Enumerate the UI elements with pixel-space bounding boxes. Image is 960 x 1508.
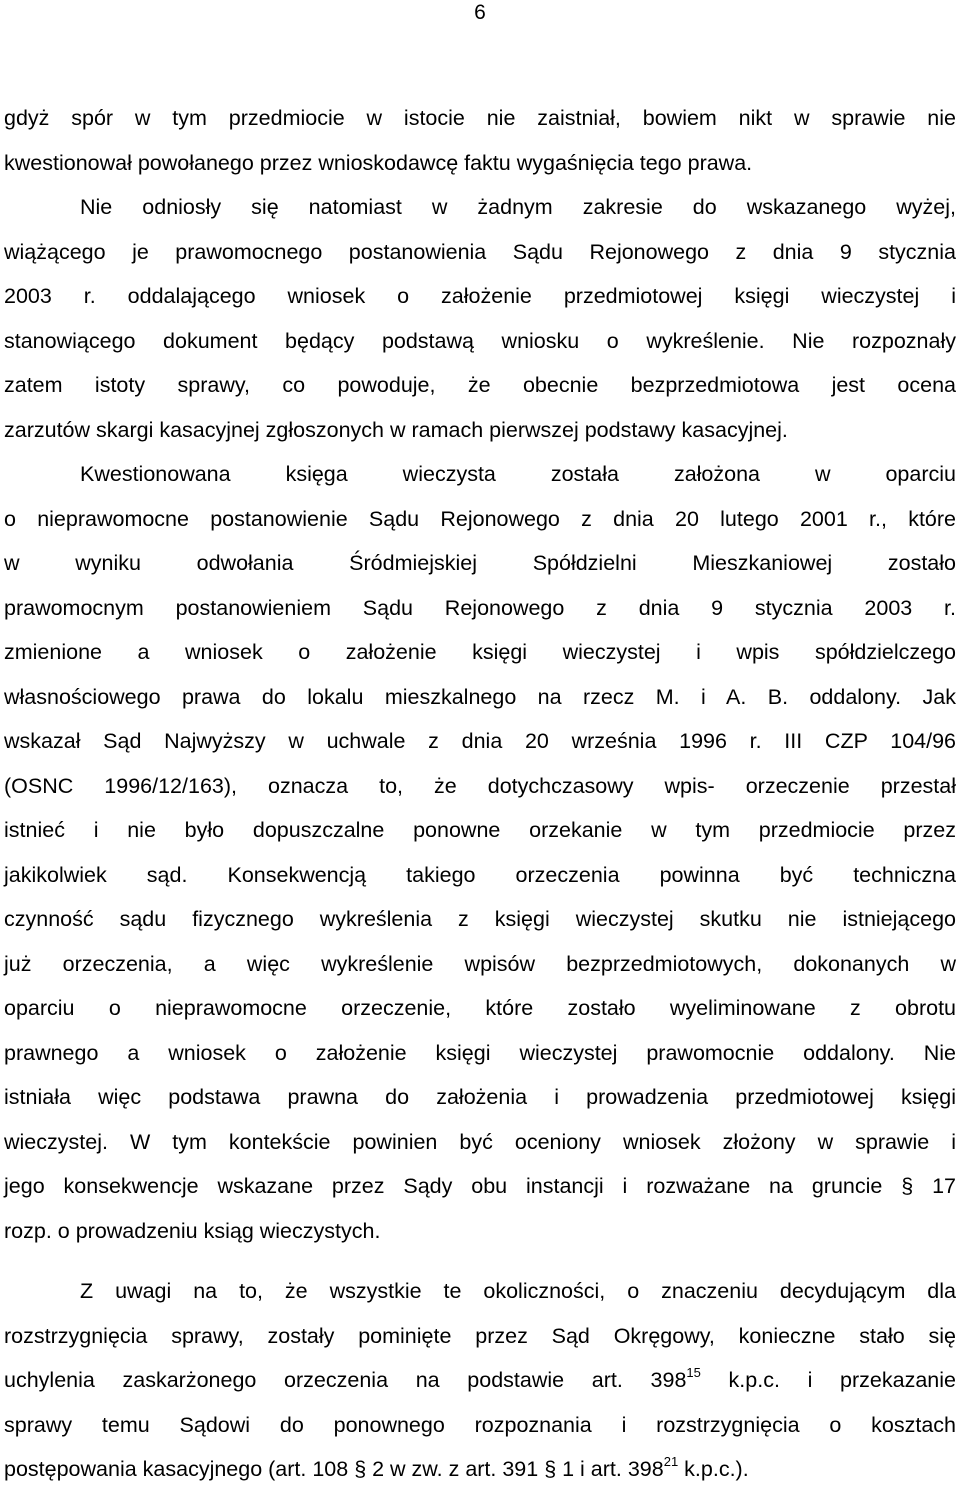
text-line: już orzeczenia, a więc wykreślenie wpisów bezprzedmiotowych, dokonanych w xyxy=(4,951,956,976)
text-line: oparciu o nieprawomocne orzeczenie, które zostało wyeliminowane z obrotu xyxy=(4,996,956,1020)
paragraph-2 xyxy=(4,185,956,452)
text-line: Z uwagi na to, że wszystkie te okoliczności, o znaczeniu decydującym dla xyxy=(80,1279,956,1303)
text-line: Kwestionowana księga wieczysta została założona w oparciu xyxy=(80,462,956,486)
text-line: własnościowego prawa do lokalu mieszkalnego na rzecz M. i A. B. oddalony. Jak xyxy=(4,684,956,709)
text-line: zatem istoty sprawy, co powoduje, że obecnie bezprzedmiotowa jest ocena xyxy=(4,373,956,397)
text-line: prawomocnym postanowieniem Sądu Rejonowego z dnia 9 stycznia 2003 r. xyxy=(4,595,956,620)
text-span: k.p.c. i przekazanie xyxy=(700,1368,956,1392)
text-line xyxy=(4,1447,956,1492)
text-line: kwestionował powołanego przez wnioskodawcę faktu wygaśnięcia tego prawa. xyxy=(4,150,753,175)
text-line: 2003 r. oddalającego wniosek o założenie przedmiotowej księgi wieczystej i xyxy=(4,284,956,308)
text-line: zmienione a wniosek o założenie księgi wieczystej i wpis spółdzielczego xyxy=(4,640,956,664)
text-line: o nieprawomocne postanowienie Sądu Rejonowego z dnia 20 lutego 2001 r., które xyxy=(4,506,956,531)
document-body xyxy=(4,96,956,1492)
text-line: rozstrzygnięcia sprawy, zostały pominięte przez Sąd Okręgowy, konieczne stało się xyxy=(4,1323,956,1348)
text-line: jego konsekwencje wskazane przez Sądy obu instancji i rozważane na gruncie § 17 xyxy=(4,1174,956,1198)
text-line: jakikolwiek sąd. Konsekwencją takiego orzeczenia powinna być techniczna xyxy=(4,862,956,887)
text-line: zarzutów skargi kasacyjnej zgłoszonych w ramach pierwszej podstawy kasacyjnej. xyxy=(4,417,788,442)
text-line: (OSNC 1996/12/163), oznacza to, że dotychczasowy wpis- orzeczenie przestał xyxy=(4,773,956,798)
paragraph-4 xyxy=(4,1269,956,1492)
text-span: postępowania kasacyjnego (art. 108 § 2 w zw. z art. 391 § 1 i art. 398 xyxy=(4,1457,664,1481)
text-span: k.p.c.). xyxy=(678,1457,749,1481)
text-line: stanowiącego dokument będący podstawą wniosku o wykreślenie. Nie rozpoznały xyxy=(4,328,956,353)
text-line: sprawy temu Sądowi do ponownego rozpoznania i rozstrzygnięcia o kosztach xyxy=(4,1412,956,1437)
text-line: istnieć i nie było dopuszczalne ponowne orzekanie w tym przedmiocie przez xyxy=(4,818,956,842)
page-number: 6 xyxy=(474,1,486,24)
text-line: wieczystej. W tym kontekście powinien być oceniony wniosek złożony w sprawie i xyxy=(4,1129,956,1154)
text-line: Nie odniosły się natomiast w żadnym zakresie do wskazanego wyżej, xyxy=(80,195,956,219)
text-line: gdyż spór w tym przedmiocie w istocie nie zaistniał, bowiem nikt w sprawie nie xyxy=(4,106,956,130)
text-line: istniała więc podstawa prawna do założenia i prowadzenia przedmiotowej księgi xyxy=(4,1085,956,1109)
text-line: wskazał Sąd Najwyższy w uchwale z dnia 20 września 1996 r. III CZP 104/96 xyxy=(4,729,956,753)
text-line xyxy=(4,1358,956,1403)
paragraph-1 xyxy=(4,96,956,185)
text-line: rozp. o prowadzeniu ksiąg wieczystych. xyxy=(4,1218,381,1243)
text-line: czynność sądu fizycznego wykreślenia z księgi wieczystej skutku nie istniejącego xyxy=(4,907,956,931)
paragraph-3 xyxy=(4,452,956,1253)
superscript: 21 xyxy=(663,1454,679,1469)
text-span: uchylenia zaskarżonego orzeczenia na podstawie art. 398 xyxy=(4,1368,687,1392)
text-line: prawnego a wniosek o założenie księgi wieczystej prawomocnie oddalony. Nie xyxy=(4,1040,956,1065)
text-line: w wyniku odwołania Śródmiejskiej Spółdzielni Mieszkaniowej zostało xyxy=(4,551,956,575)
superscript: 15 xyxy=(686,1365,701,1380)
text-line: wiążącego je prawomocnego postanowienia Sądu Rejonowego z dnia 9 stycznia xyxy=(4,239,956,264)
